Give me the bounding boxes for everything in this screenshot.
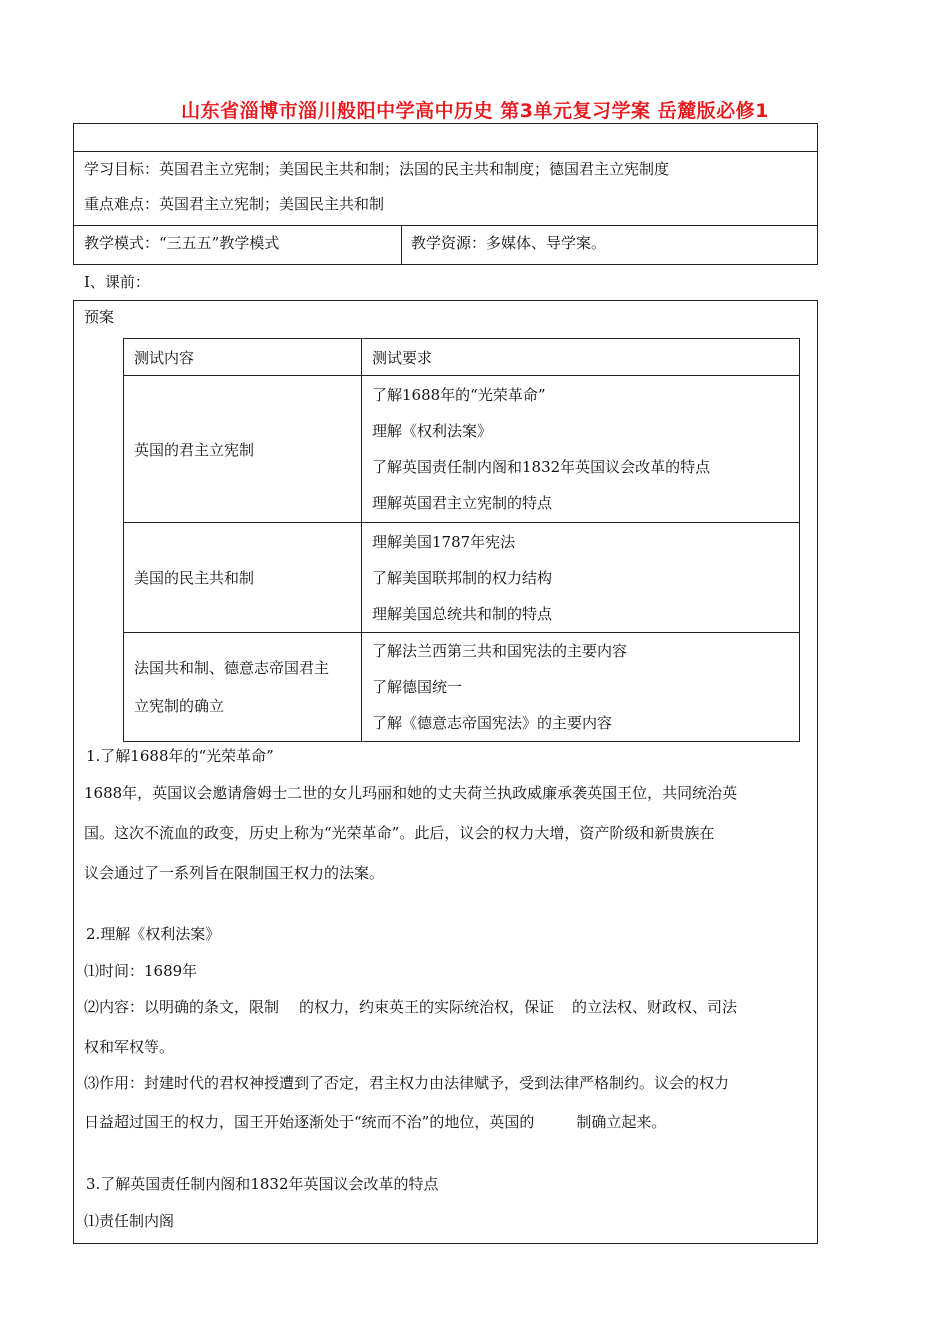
header-table-divider — [73, 151, 818, 152]
bill-of-rights-time: ⑴时间：1689年 — [84, 962, 198, 980]
key-points: 重点难点：英国君主立宪制；美国民主共和制 — [84, 195, 385, 213]
table-header: 测试内容 — [124, 339, 362, 376]
bill-of-rights-content — [84, 996, 737, 1017]
requirement-item: 了解美国联邦制的权力结构 — [372, 568, 553, 587]
effect-text: 日益超过国王的权力，国王开始逐渐处于“统而不治”的地位，英国的 — [84, 1113, 535, 1131]
content-text: ⑵内容：以明确的条文，限制 — [84, 998, 280, 1016]
effect-text: 制确立起来。 — [576, 1113, 667, 1131]
teaching-resources: 教学资源：多媒体、导学案。 — [411, 234, 607, 252]
bill-of-rights-effect-cont — [84, 1111, 666, 1132]
bill-of-rights-effect: ⑶作用：封建时代的君权神授遭到了否定，君主权力由法律赋予，受到法律严格制约。议会的权力 — [84, 1074, 730, 1092]
section-1-heading: 1.了解1688年的“光荣革命” — [86, 747, 274, 765]
paragraph-line: 议会通过了一系列旨在限制国王权力的法案。 — [84, 864, 385, 882]
table-cell-content: 英国的君主立宪制 — [124, 376, 362, 523]
section-2-heading: 2.理解《权利法案》 — [86, 925, 221, 943]
table-cell-requirements — [362, 376, 800, 523]
content-text: 的权力，约束英王的实际统治权，保证 — [299, 998, 555, 1016]
paragraph-line: 1688年，英国议会邀请詹姆士二世的女儿玛丽和她的丈夫荷兰执政威廉承袭英国王位，共同统治英 — [84, 784, 738, 802]
header-table-divider — [73, 225, 818, 226]
preview-label: 预案 — [84, 308, 115, 326]
table-header: 测试要求 — [362, 339, 800, 376]
header-table-divider — [401, 225, 402, 265]
test-table — [123, 338, 800, 742]
table-cell-content: 美国的民主共和制 — [124, 523, 362, 633]
teaching-mode: 教学模式：“三五五”教学模式 — [84, 234, 280, 252]
requirement-item: 了解《德意志帝国宪法》的主要内容 — [372, 714, 613, 732]
content-line: 立宪制的确立 — [134, 697, 225, 715]
content-line: 法国共和制、德意志帝国君主 — [134, 659, 330, 677]
bill-of-rights-content-cont: 权和军权等。 — [84, 1038, 175, 1056]
table-cell-content — [124, 633, 362, 742]
table-cell-requirements — [362, 633, 800, 742]
requirement-item: 理解英国君主立宪制的特点 — [372, 494, 553, 512]
section-label: Ⅰ、课前： — [84, 273, 150, 291]
learning-goal: 学习目标：英国君主立宪制；美国民主共和制；法国的民主共和制度；德国君主立宪制度 — [84, 160, 670, 178]
requirement-item: 理解《权利法案》 — [372, 422, 493, 440]
requirement-item: 了解英国责任制内阁和1832年英国议会改革的特点 — [372, 458, 711, 476]
table-cell-requirements — [362, 523, 800, 633]
requirement-item: 了解德国统一 — [372, 678, 463, 696]
requirement-item: 理解美国总统共和制的特点 — [372, 604, 553, 623]
section-3-heading: 3.了解英国责任制内阁和1832年英国议会改革的特点 — [86, 1175, 439, 1193]
requirement-item: 了解1688年的“光荣革命” — [372, 386, 546, 404]
responsible-cabinet: ⑴责任制内阁 — [84, 1212, 175, 1230]
requirement-item: 了解法兰西第三共和国宪法的主要内容 — [372, 642, 628, 660]
paragraph-line: 国。这次不流血的政变，历史上称为“光荣革命”。此后，议会的权力大增，资产阶级和新贵族在 — [84, 824, 715, 842]
content-text: 的立法权、财政权、司法 — [572, 998, 738, 1016]
requirement-item: 理解美国1787年宪法 — [372, 532, 516, 551]
document-title: 山东省淄博市淄川般阳中学高中历史 第3单元复习学案 岳麓版必修1 — [181, 100, 769, 122]
